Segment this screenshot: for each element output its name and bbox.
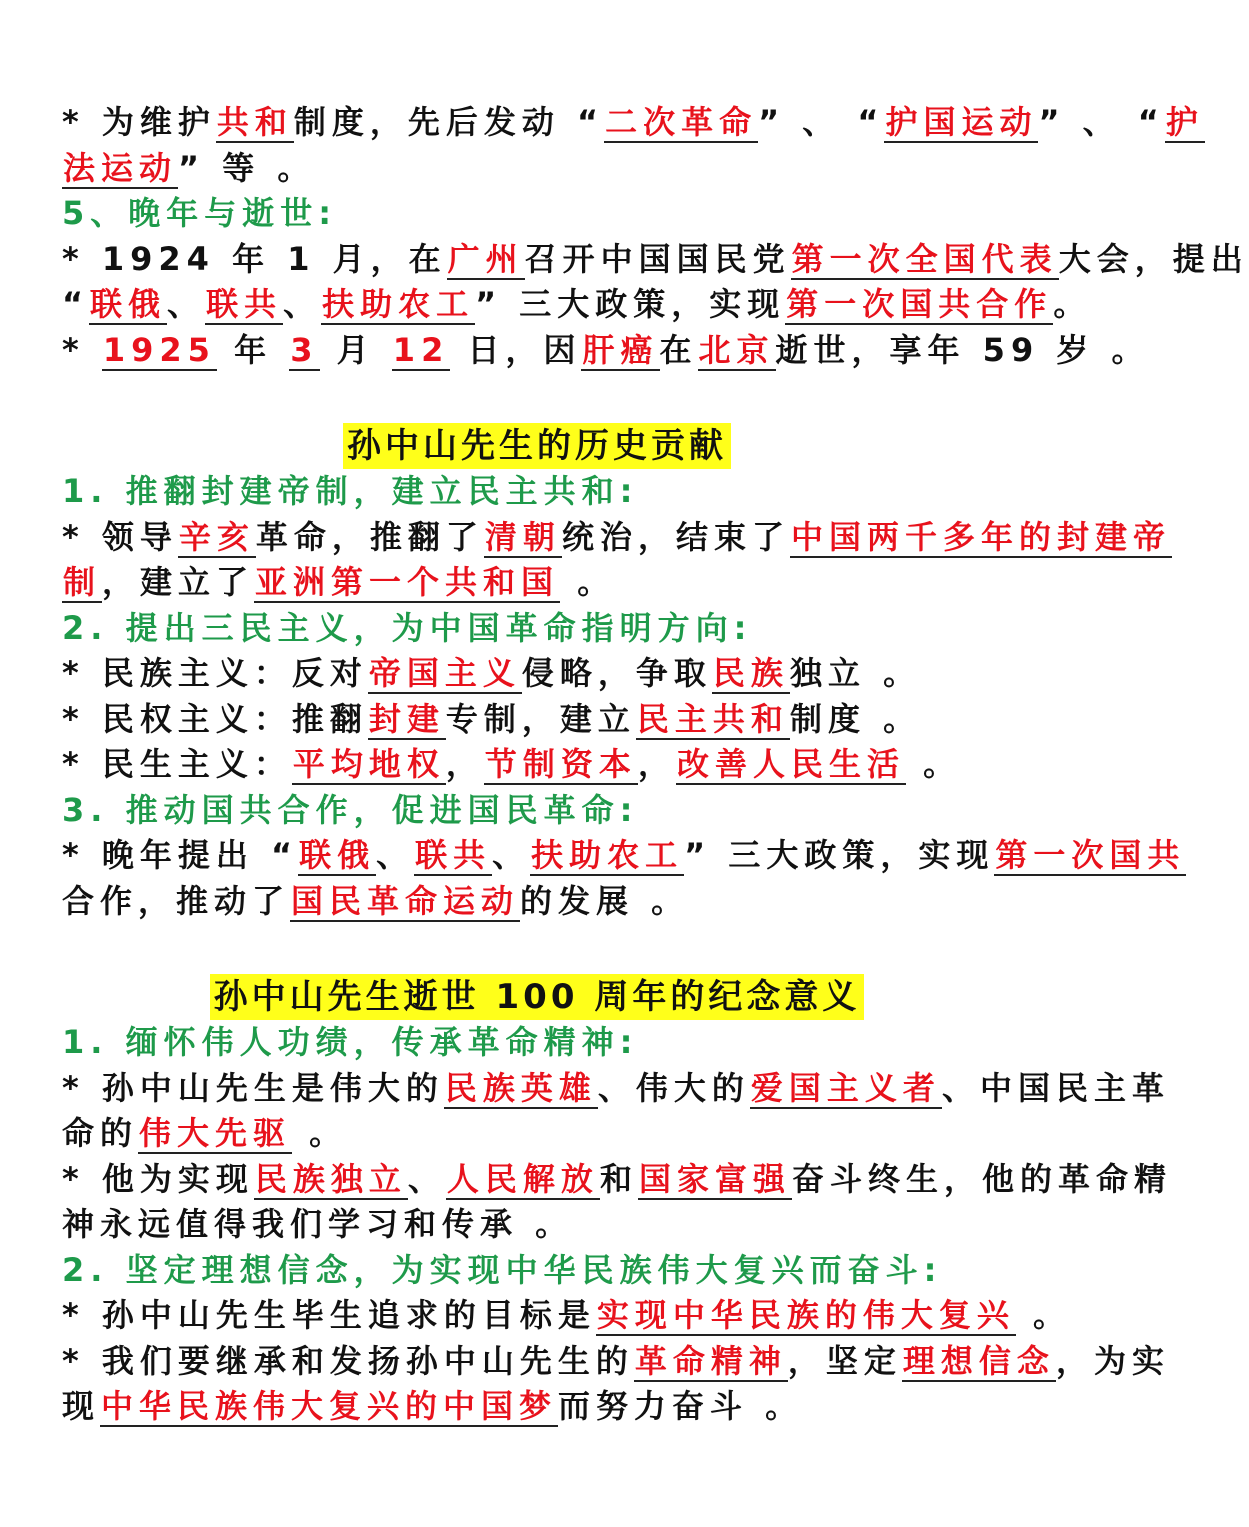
text: 。 xyxy=(905,745,962,783)
text-line xyxy=(62,1157,1172,1203)
document-body xyxy=(62,100,1249,1430)
text: 命的 xyxy=(62,1114,139,1152)
text: ，为实 xyxy=(1055,1341,1170,1380)
text-line xyxy=(62,328,1150,374)
text: 。 xyxy=(1015,1296,1072,1334)
text-line xyxy=(62,742,1012,788)
section-title: 孙中山先生逝世 100 周年的纪念意义 xyxy=(210,974,865,1020)
text: 大会，提出 xyxy=(1058,239,1249,278)
highlight-text: 封建 xyxy=(368,699,445,738)
text: 侵略，争取 xyxy=(521,654,712,692)
text: 制度 。 xyxy=(789,699,922,738)
text: 的发展 。 xyxy=(520,881,690,920)
text: “ xyxy=(62,285,90,323)
text-line xyxy=(62,1384,1012,1430)
text-line xyxy=(62,515,1171,561)
text-line xyxy=(62,879,1012,925)
text: 。 xyxy=(560,563,616,601)
highlight-text: 联俄 xyxy=(90,285,167,323)
highlight-text: 国家富强 xyxy=(638,1159,791,1198)
text: 逝世，享年 59 岁 。 xyxy=(775,330,1150,369)
highlight-text: 平均地权 xyxy=(292,745,445,783)
highlight-text: 民族 xyxy=(712,654,789,692)
text: ” 三大政策，实现 xyxy=(475,285,786,323)
text-line xyxy=(62,146,1012,192)
highlight-text: 12 xyxy=(392,330,450,369)
text: 和 xyxy=(599,1159,638,1198)
highlight-text: 民族独立 xyxy=(254,1159,407,1198)
text: 、伟大的 xyxy=(597,1068,750,1107)
section-title-wrap xyxy=(62,423,1012,469)
text: 独立 。 xyxy=(789,654,922,692)
highlight-text: 国民革命运动 xyxy=(291,881,520,920)
text-line xyxy=(62,237,1249,283)
highlight-text: 扶助农工 xyxy=(322,285,475,323)
text: * 为维护 xyxy=(62,103,216,141)
highlight-text: 实现中华民族的伟大复兴 xyxy=(596,1296,1015,1334)
text: 年 xyxy=(216,330,290,369)
highlight-text: 第一次国共 xyxy=(995,836,1186,874)
text: * 民生主义： xyxy=(62,745,292,783)
highlight-text: 二次革命 xyxy=(605,103,758,141)
text: ” 、 “ xyxy=(758,103,885,141)
text-line xyxy=(62,1066,1170,1112)
text: * 1924 年 1 月，在 xyxy=(62,239,447,278)
text: 。 xyxy=(292,1114,348,1152)
text-line xyxy=(62,1339,1170,1385)
text: 统治，结束了 xyxy=(561,517,790,556)
highlight-text: 联共 xyxy=(206,285,283,323)
section-title: 孙中山先生的历史贡献 xyxy=(343,423,731,469)
highlight-text: 第一次国共合作 xyxy=(786,285,1053,323)
text: * 民权主义：推翻 xyxy=(62,699,368,738)
text: ， xyxy=(445,745,484,783)
text: 、 xyxy=(376,836,415,874)
text: 。 xyxy=(1053,285,1092,323)
section-title-wrap xyxy=(62,974,1012,1020)
section-heading: 3. 推动国共合作，促进国民革命: xyxy=(62,790,639,829)
text: * xyxy=(62,330,102,369)
highlight-text: 制 xyxy=(63,563,102,601)
highlight-text: 辛亥 xyxy=(178,517,255,556)
highlight-text: 亚洲第一个共和国 xyxy=(255,563,560,601)
text: 日，因 xyxy=(450,330,582,369)
text: 月 xyxy=(319,330,392,369)
highlight-text: 帝国主义 xyxy=(368,654,521,692)
highlight-text: 伟大先驱 xyxy=(139,1114,292,1152)
highlight-text: 民主共和 xyxy=(636,699,789,738)
highlight-text: 中国两千多年的封建帝 xyxy=(790,517,1171,556)
highlight-text: 1925 xyxy=(102,330,216,369)
highlight-text: 中华民族伟大复兴的中国梦 xyxy=(101,1387,558,1425)
text: * 晚年提出 “ xyxy=(62,836,299,874)
text: ，坚定 xyxy=(787,1341,902,1380)
text: * 民族主义：反对 xyxy=(62,654,368,692)
highlight-text: 共和 xyxy=(216,103,293,141)
text-line xyxy=(62,282,1092,328)
text: ，建立了 xyxy=(102,563,255,601)
highlight-text: 革命精神 xyxy=(634,1341,787,1380)
highlight-text: 第一次全国代表 xyxy=(791,239,1058,278)
text: 、 xyxy=(492,836,531,874)
text: 制度，先后发动 “ xyxy=(293,103,605,141)
highlight-text: 广州 xyxy=(447,239,524,278)
text: * 他为实现 xyxy=(62,1159,254,1198)
text: 而努力奋斗 。 xyxy=(558,1387,804,1425)
text: ” 、 “ xyxy=(1038,103,1165,141)
text: * 孙中山先生是伟大的 xyxy=(62,1068,444,1107)
text-line xyxy=(62,1111,1012,1157)
highlight-text: 护 xyxy=(1165,103,1204,141)
highlight-text: 扶助农工 xyxy=(531,836,684,874)
text: ， xyxy=(637,745,676,783)
text: 神永远值得我们学习和传承 。 xyxy=(62,1205,574,1243)
highlight-text: 肝癌 xyxy=(582,330,659,369)
highlight-text: 改善人民生活 xyxy=(676,745,905,783)
text: 在 xyxy=(659,330,698,369)
text-line xyxy=(62,651,1012,697)
highlight-text: 人民解放 xyxy=(446,1159,599,1198)
text: 、 xyxy=(283,285,322,323)
text: ” 三大政策，实现 xyxy=(684,836,995,874)
highlight-text: 理想信念 xyxy=(902,1341,1055,1380)
highlight-text: 节制资本 xyxy=(484,745,637,783)
text-line xyxy=(62,1293,1072,1339)
text: ” 等 。 xyxy=(178,148,316,187)
text: 革命，推翻了 xyxy=(255,517,484,556)
text: * 我们要继承和发扬孙中山先生的 xyxy=(62,1341,634,1380)
text: * 孙中山先生毕生追求的目标是 xyxy=(62,1296,596,1334)
highlight-text: 3 xyxy=(290,330,319,369)
highlight-text: 法运动 xyxy=(63,148,178,187)
highlight-text: 护国运动 xyxy=(885,103,1038,141)
text-line xyxy=(62,697,1012,743)
text: 现 xyxy=(62,1387,101,1425)
text-line xyxy=(62,100,1204,146)
highlight-text: 北京 xyxy=(698,330,775,369)
text-line xyxy=(62,1202,1012,1248)
text: 、中国民主革 xyxy=(941,1068,1170,1107)
highlight-text: 联俄 xyxy=(299,836,376,874)
section-heading: 2. 坚定理想信念，为实现中华民族伟大复兴而奋斗: xyxy=(62,1250,943,1289)
text-line xyxy=(62,560,1012,606)
highlight-text: 联共 xyxy=(415,836,492,874)
section-heading: 5、晚年与逝世: xyxy=(62,194,338,232)
text: 召开中国国民党 xyxy=(524,239,791,278)
text: 、 xyxy=(407,1159,446,1198)
highlight-text: 清朝 xyxy=(484,517,561,556)
section-heading: 2. 提出三民主义，为中国革命指明方向: xyxy=(62,608,753,647)
text: 合作，推动了 xyxy=(62,881,291,920)
text: 奋斗终生，他的革命精 xyxy=(791,1159,1172,1198)
section-heading: 1. 缅怀伟人功绩，传承革命精神: xyxy=(62,1023,639,1061)
highlight-text: 民族英雄 xyxy=(444,1068,597,1107)
text-line xyxy=(62,833,1186,879)
text: 、 xyxy=(167,285,206,323)
section-heading: 1. 推翻封建帝制，建立民主共和: xyxy=(62,472,639,510)
highlight-text: 爱国主义者 xyxy=(750,1068,941,1107)
text: 专制，建立 xyxy=(445,699,636,738)
text: * 领导 xyxy=(62,517,178,556)
